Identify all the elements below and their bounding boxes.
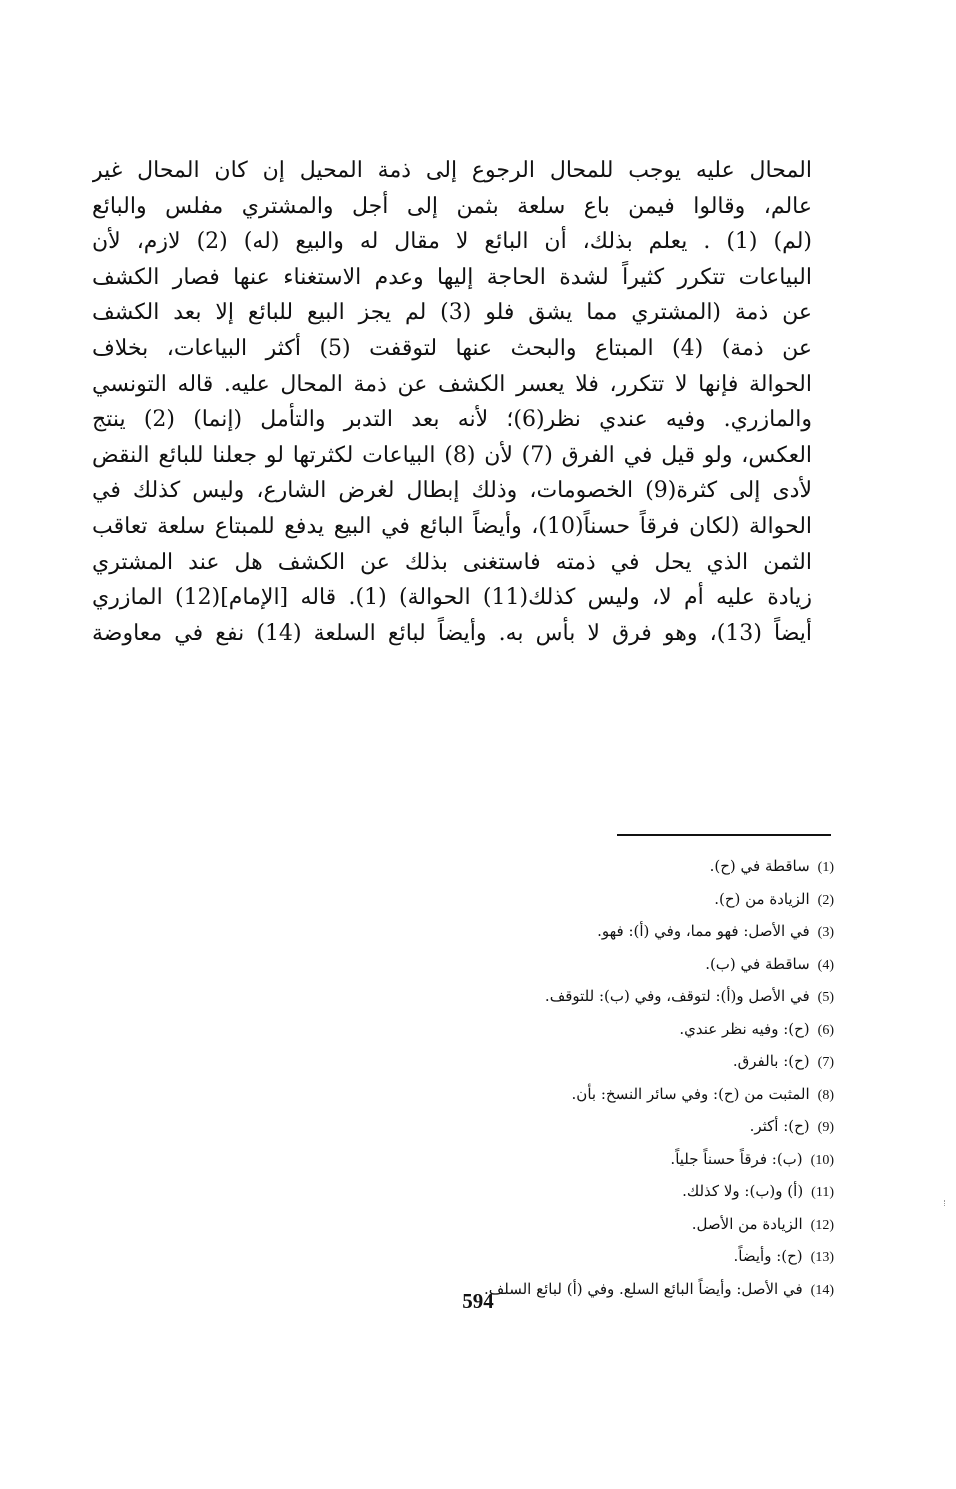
text-line: عن ذمة) (4) المبتاع والبحث عنها لتوقفت (5) أكثر البياعات، بخلاف (92, 335, 812, 361)
footnote-number: (6) (817, 1022, 834, 1038)
text-line: المحال عليه يوجب للمحال الرجوع إلى ذمة المحيل إن كان المحال غير (92, 158, 812, 183)
footnote-number: (9) (817, 1120, 834, 1135)
footnote-number: (11) (811, 1185, 834, 1200)
footnote-text: في الأصل: فهو مما، وفي (أ): فهو. (597, 922, 810, 940)
footnote-text: في الأصل و(أ): لتوقف، وفي (ب): للتوقف. (544, 987, 810, 1005)
footnote-text: المثبت من (ح): وفي سائر النسخ: بأن. (571, 1084, 810, 1103)
footnote-separator (617, 834, 831, 836)
footnote-item (300, 1045, 834, 1078)
text-line: زيادة عليه أم لا، وليس كذلك(11) الحوالة) (1). قاله [الإمام](12) المازري (92, 585, 812, 611)
footnote-item (300, 948, 834, 981)
footnote-text: (ح): أكثر. (749, 1117, 810, 1135)
footnote-text: الزيادة من الأصل. (691, 1214, 803, 1233)
footnote-item (300, 1078, 834, 1111)
page-number: 594 (462, 1289, 494, 1313)
footnote-number: (3) (817, 925, 834, 940)
text-line: العكس، ولو قيل في الفرق (7) لأن (8) البياعات لكثرتها لو جعلنا للبائع النقض (92, 442, 812, 468)
text-line: عالم، وقالوا فيمن باع سلعة بثمن إلى أجل والمشتري مفلس والبائع (92, 193, 812, 219)
footnote-item (300, 1240, 834, 1273)
footnote-number: (1) (817, 860, 834, 875)
footnote-item (300, 850, 834, 883)
footnote-number: (10) (810, 1152, 834, 1168)
footnote-text: (أ) و(ب): ولا كذلك. (682, 1182, 804, 1200)
footnote-number: (12) (810, 1217, 834, 1233)
footnote-text: (ح): وأيضاً. (733, 1247, 803, 1265)
scan-margin-mark (944, 1200, 948, 1206)
text-line: (لم) (1) . يعلم بذلك، أن البائع لا مقال له والبيع (له) (2) لازم، لأن (92, 229, 812, 255)
footnote-number: (2) (817, 892, 834, 908)
footnote-text: (ح): بالفرق. (732, 1052, 810, 1070)
text-line: أيضاً (13)، وهو فرق لا بأس به. وأيضاً لبائع السلعة (14) نفع في معاوضة (92, 620, 812, 646)
footnote-text: في الأصل: وأيضاً البائع السلع. وفي (أ) لبائع السلف. (483, 1279, 803, 1298)
footnote-item (300, 1013, 834, 1046)
text-line: الثمن الذي يحل في ذمته فاستغنى بذلك عن الكشف هل عند المشتري (92, 549, 812, 575)
footnote-text: الزيادة من (ح). (714, 889, 810, 908)
text-line: الحوالة فإنها لا تتكرر، فلا يعسر الكشف عن ذمة المحال عليه. قاله التونسي (92, 371, 812, 397)
footnote-number: (13) (810, 1250, 834, 1265)
footnote-number: (4) (817, 957, 834, 973)
footnote-number: (5) (817, 990, 834, 1005)
footnote-text: (ب): فرقاً حسناً جلياً. (670, 1149, 803, 1168)
footnote-text: (ح): وفيه نظر عندي. (679, 1019, 810, 1038)
text-line: عن ذمة (المشتري مما يشق فلو (3) لم يجز البيع للبائع إلا بعد الكشف (92, 300, 812, 326)
footnote-item (300, 883, 834, 916)
footnote-item (300, 1175, 834, 1208)
footnote-item (300, 1208, 834, 1241)
text-line: لأدى إلى كثرة(9) الخصومات، وذلك إبطال لغرض الشارع، وليس كذلك في (92, 478, 812, 504)
footnote-text: ساقطة في (ح). (709, 857, 810, 875)
footnote-text: ساقطة في (ب). (705, 954, 810, 973)
footnote-item (300, 980, 834, 1013)
text-line: الحوالة (لكان فرقاً حسناً(10)، وأيضاً البائع في البيع يدفع للمبتاع سلعة تعاقب (92, 513, 812, 539)
footnote-item (300, 1110, 834, 1143)
main-text-block (92, 153, 812, 651)
footnotes-block (300, 850, 834, 1305)
text-line: البياعات تتكرر كثيراً لشدة الحاجة إليها وعدم الاستغناء عنها فصار الكشف (92, 264, 812, 290)
footnote-number: (7) (817, 1055, 834, 1070)
footnote-number: (8) (817, 1087, 834, 1103)
text-line: والمازري. وفيه عندي نظر(6)؛ لأنه بعد التدبر والتأمل (إنما) (2) ينتج (92, 407, 812, 433)
footnote-number: (14) (810, 1282, 834, 1298)
footnote-item (300, 915, 834, 948)
footnote-item (300, 1143, 834, 1176)
